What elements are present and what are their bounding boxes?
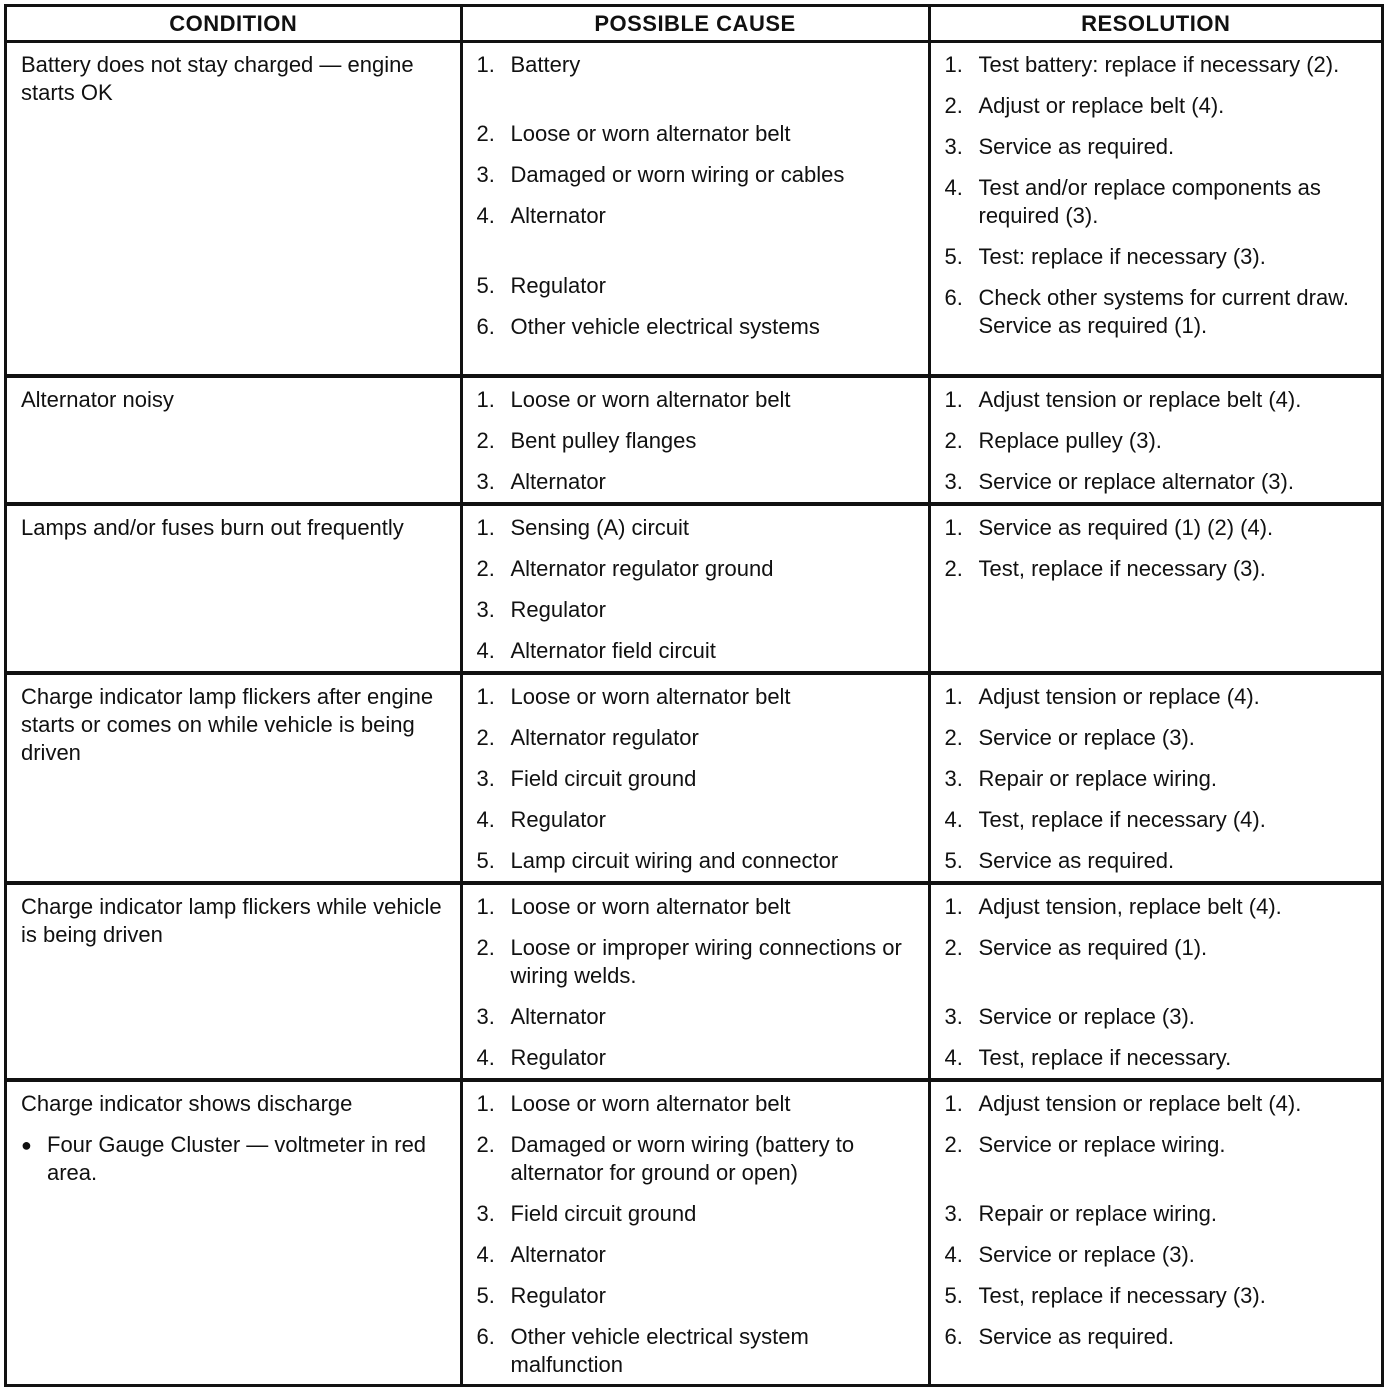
list-item	[477, 596, 918, 624]
item-number: 2.	[476, 121, 495, 146]
item-text: Test, replace if necessary (3).	[978, 555, 1266, 581]
item-text: Alternator field circuit	[510, 637, 716, 663]
item-text: Adjust tension or replace belt (4).	[978, 386, 1302, 412]
resolution-cell	[929, 376, 1381, 504]
troubleshooting-table-frame	[4, 4, 1384, 1387]
item-number: 1.	[944, 514, 963, 540]
item-number: 3.	[476, 468, 495, 494]
item-number: 1.	[944, 52, 963, 77]
list-item	[477, 468, 918, 496]
resolution-cell	[929, 673, 1381, 883]
item-number: 3.	[944, 134, 963, 159]
item-number: 3.	[944, 468, 963, 494]
list-item	[945, 1282, 1372, 1310]
item-number: 3.	[476, 765, 495, 791]
item-text: Alternator regulator	[510, 724, 699, 750]
item-text: Adjust tension, replace belt (4).	[978, 893, 1282, 919]
resolution-cell	[929, 504, 1381, 673]
item-text: Other vehicle electrical systems	[510, 314, 820, 339]
list-item	[945, 1323, 1372, 1351]
table-row	[7, 883, 1381, 1080]
item-text: Service or replace (3).	[978, 1003, 1195, 1029]
item-number: 4.	[476, 637, 495, 663]
item-text: Test battery: replace if necessary (2).	[978, 52, 1340, 77]
table-row	[7, 504, 1381, 673]
list-item	[477, 272, 918, 300]
item-text: Repair or replace wiring.	[978, 1200, 1217, 1226]
list-item	[945, 847, 1372, 875]
list-item	[945, 934, 1372, 962]
item-number: 5.	[944, 847, 963, 873]
item-number: 2.	[944, 1131, 963, 1157]
item-text: Service or replace wiring.	[978, 1131, 1226, 1157]
item-number: 3.	[476, 162, 495, 187]
item-number: 4.	[476, 1044, 495, 1070]
item-text: Alternator	[510, 1003, 606, 1029]
bullet-icon: ●	[21, 1134, 32, 1155]
item-number: 2.	[944, 427, 963, 453]
item-text: Loose or worn alternator belt	[510, 121, 791, 146]
item-number: 6.	[944, 285, 963, 310]
item-text: Service or replace (3).	[978, 1241, 1195, 1267]
list-item	[477, 555, 918, 583]
list-item	[945, 51, 1372, 79]
item-text: Loose or worn alternator belt	[510, 893, 791, 919]
condition-cell	[7, 673, 461, 883]
item-number: 1.	[944, 386, 963, 412]
item-text: Damaged or worn wiring (battery to alternator for ground or open)	[510, 1131, 855, 1185]
list-item	[477, 1200, 918, 1228]
list-item	[945, 683, 1372, 711]
condition-cell	[7, 42, 461, 376]
item-number: 2.	[476, 427, 495, 453]
item-number: 3.	[944, 1200, 963, 1226]
item-text: Bent pulley flanges	[510, 427, 697, 453]
list-item	[945, 1131, 1372, 1159]
list-item	[477, 202, 918, 230]
list-item	[477, 724, 918, 752]
cause-cell	[461, 673, 929, 883]
item-text: Check other systems for current draw. Service as required (1).	[978, 285, 1349, 338]
list-item	[477, 386, 918, 414]
list-item	[945, 765, 1372, 793]
condition-text: Charge indicator lamp flickers after engine starts or comes on while vehicle is being driven	[21, 683, 434, 765]
item-number: 5.	[476, 1282, 495, 1308]
item-text: Test, replace if necessary.	[978, 1044, 1232, 1070]
item-number: 5.	[476, 847, 495, 873]
item-text: Field circuit ground	[510, 765, 697, 791]
item-text: Repair or replace wiring.	[978, 765, 1217, 791]
list-item	[477, 120, 918, 148]
item-number: 5.	[944, 244, 963, 269]
item-text: Service as required.	[978, 1323, 1175, 1349]
item-text: Alternator	[510, 203, 606, 228]
list-item	[945, 806, 1372, 834]
item-text: Service as required.	[978, 847, 1175, 873]
resolution-cell	[929, 1080, 1381, 1385]
item-text: Regulator	[510, 596, 606, 622]
item-number: 6.	[476, 1323, 495, 1349]
list-item	[945, 893, 1372, 921]
condition-cell	[7, 376, 461, 504]
item-number: 2.	[944, 724, 963, 750]
item-number: 2.	[476, 724, 495, 750]
item-text: Battery	[510, 52, 581, 77]
item-number: 3.	[944, 1003, 963, 1029]
item-text: Loose or worn alternator belt	[510, 386, 791, 412]
cause-cell	[461, 504, 929, 673]
item-number: 2.	[944, 93, 963, 118]
item-text: Field circuit ground	[510, 1200, 697, 1226]
list-item	[945, 133, 1372, 161]
list-item	[945, 386, 1372, 414]
item-text: Service as required.	[978, 134, 1175, 159]
table-row	[7, 673, 1381, 883]
item-number: 3.	[944, 765, 963, 791]
condition-bullet	[21, 1131, 450, 1187]
list-item	[477, 1323, 918, 1379]
condition-cell	[7, 883, 461, 1080]
item-text: Service or replace alternator (3).	[978, 468, 1294, 494]
header-row	[7, 7, 1381, 42]
condition-text: Battery does not stay charged — engine starts OK	[21, 52, 414, 105]
item-number: 1.	[476, 1090, 495, 1116]
list-item	[945, 1003, 1372, 1031]
bullet-text: Four Gauge Cluster — voltmeter in red area.	[47, 1131, 427, 1185]
item-number: 5.	[476, 273, 495, 298]
item-number: 1.	[944, 1090, 963, 1116]
list-item	[477, 806, 918, 834]
item-number: 4.	[476, 806, 495, 832]
list-item	[477, 1241, 918, 1269]
item-number: 1.	[476, 514, 495, 540]
list-item	[945, 1200, 1372, 1228]
condition-cell	[7, 1080, 461, 1385]
item-text: Alternator regulator ground	[510, 555, 774, 581]
item-number: 4.	[476, 1241, 495, 1267]
resolution-cell	[929, 42, 1381, 376]
item-number: 2.	[944, 555, 963, 581]
item-number: 1.	[944, 893, 963, 919]
cause-cell	[461, 376, 929, 504]
list-item	[945, 724, 1372, 752]
list-item	[945, 1241, 1372, 1269]
list-item	[477, 427, 918, 455]
item-number: 5.	[944, 1282, 963, 1308]
item-number: 3.	[476, 596, 495, 622]
list-item	[477, 161, 918, 189]
item-text: Test and/or replace components as required (3).	[978, 175, 1321, 228]
item-number: 1.	[476, 683, 495, 709]
item-text: Regulator	[510, 806, 606, 832]
item-number: 4.	[476, 203, 495, 228]
item-text: Service as required (1) (2) (4).	[978, 514, 1274, 540]
item-text: Adjust tension or replace belt (4).	[978, 1090, 1302, 1116]
item-text: Adjust tension or replace (4).	[978, 683, 1260, 709]
item-text: Regulator	[510, 273, 606, 298]
item-text: Test, replace if necessary (4).	[978, 806, 1266, 832]
condition-cell	[7, 504, 461, 673]
item-text: Damaged or worn wiring or cables	[510, 162, 845, 187]
header-condition: CONDITION	[7, 7, 461, 42]
item-text: Alternator	[510, 468, 606, 494]
list-item	[945, 555, 1372, 583]
item-number: 2.	[476, 1131, 495, 1157]
item-number: 4.	[944, 1241, 963, 1267]
item-number: 3.	[476, 1003, 495, 1029]
list-item	[477, 847, 918, 875]
header-possible-cause: POSSIBLE CAUSE	[461, 7, 929, 42]
item-number: 4.	[944, 175, 963, 200]
item-number: 6.	[944, 1323, 963, 1349]
item-number: 2.	[944, 934, 963, 960]
list-item	[477, 1044, 918, 1072]
item-number: 1.	[476, 893, 495, 919]
list-item	[945, 284, 1372, 340]
list-item	[945, 92, 1372, 120]
condition-text: Charge indicator lamp flickers while vehicle is being driven	[21, 893, 442, 947]
list-item	[945, 1044, 1372, 1072]
list-item	[477, 893, 918, 921]
item-number: 1.	[476, 52, 495, 77]
item-number: 2.	[476, 555, 495, 581]
item-number: 2.	[476, 934, 495, 960]
item-number: 1.	[944, 683, 963, 709]
cause-cell	[461, 883, 929, 1080]
cause-cell	[461, 1080, 929, 1385]
item-text: Lamp circuit wiring and connector	[510, 847, 839, 873]
item-number: 4.	[944, 1044, 963, 1070]
list-item	[477, 51, 918, 79]
list-item	[477, 934, 918, 990]
item-number: 4.	[944, 806, 963, 832]
list-item	[477, 1090, 918, 1118]
item-text: Test, replace if necessary (3).	[978, 1282, 1266, 1308]
item-text: Service as required (1).	[978, 934, 1208, 960]
item-number: 3.	[476, 1200, 495, 1226]
resolution-cell	[929, 883, 1381, 1080]
condition-text: Alternator noisy	[21, 386, 174, 412]
list-item	[477, 313, 918, 341]
list-item	[477, 637, 918, 665]
item-text: Replace pulley (3).	[978, 427, 1162, 453]
item-text: Test: replace if necessary (3).	[978, 244, 1266, 269]
item-text: Service or replace (3).	[978, 724, 1195, 750]
item-text: Loose or improper wiring connections or wiring welds.	[510, 934, 902, 988]
item-text: Adjust or replace belt (4).	[978, 93, 1225, 118]
list-item	[477, 683, 918, 711]
condition-text: Charge indicator shows discharge	[21, 1090, 353, 1116]
list-item	[477, 1131, 918, 1187]
list-item	[945, 1090, 1372, 1118]
item-text: Sensing (A) circuit	[510, 514, 690, 540]
table-row	[7, 376, 1381, 504]
list-item	[945, 514, 1372, 542]
condition-text: Lamps and/or fuses burn out frequently	[21, 514, 404, 540]
list-item	[477, 1003, 918, 1031]
list-item	[945, 427, 1372, 455]
list-item	[945, 468, 1372, 496]
item-text: Alternator	[510, 1241, 606, 1267]
cause-cell	[461, 42, 929, 376]
list-item	[477, 514, 918, 542]
table-row	[7, 42, 1381, 376]
item-text: Regulator	[510, 1282, 606, 1308]
list-item	[477, 1282, 918, 1310]
item-text: Loose or worn alternator belt	[510, 683, 791, 709]
item-text: Regulator	[510, 1044, 606, 1070]
item-text: Loose or worn alternator belt	[510, 1090, 791, 1116]
troubleshooting-table	[7, 7, 1381, 1385]
item-number: 1.	[476, 386, 495, 412]
list-item	[477, 765, 918, 793]
list-item	[945, 243, 1372, 271]
list-item	[945, 174, 1372, 230]
item-text: Other vehicle electrical system malfunction	[510, 1323, 809, 1377]
item-number: 6.	[476, 314, 495, 339]
header-resolution: RESOLUTION	[929, 7, 1381, 42]
table-row	[7, 1080, 1381, 1385]
